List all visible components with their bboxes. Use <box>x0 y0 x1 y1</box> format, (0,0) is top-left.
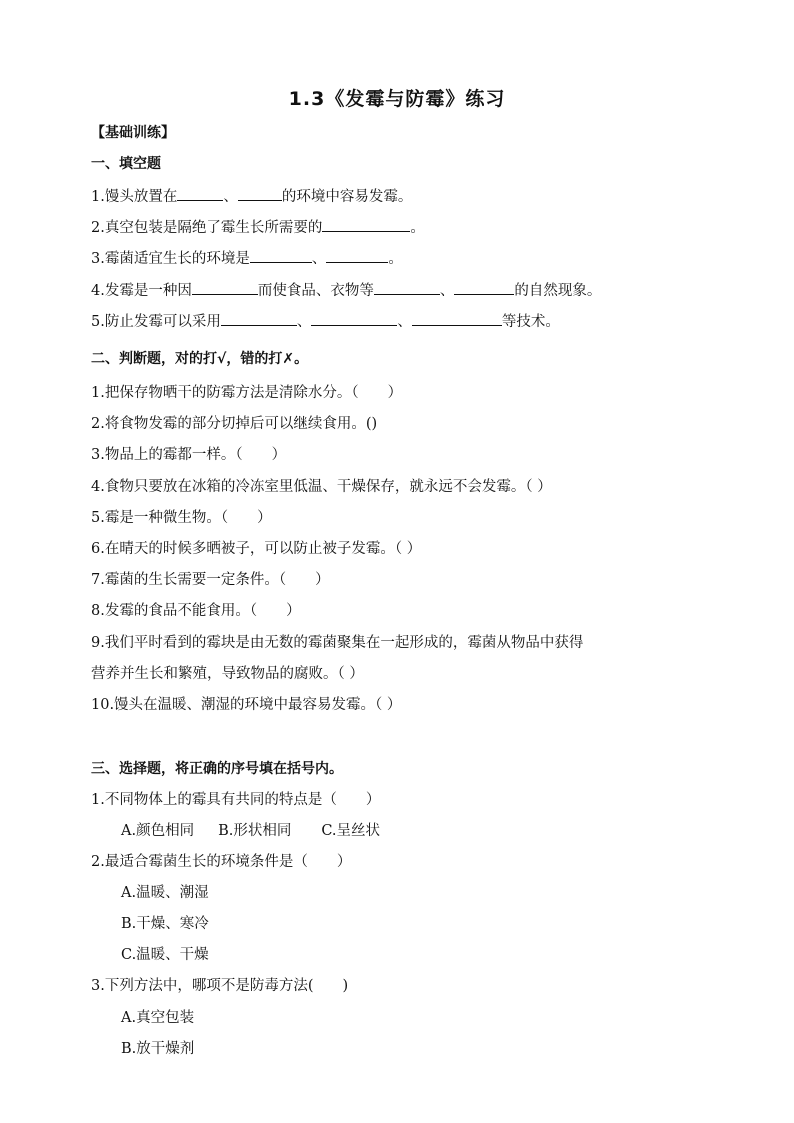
answer-blank[interactable] <box>177 185 223 201</box>
fill-q5-sep1: 、 <box>296 314 312 330</box>
answer-blank[interactable] <box>221 310 297 326</box>
option-b: B.放干燥剂 <box>121 1041 195 1057</box>
option-a: A.颜色相同 <box>121 823 195 839</box>
answer-blank[interactable] <box>374 279 440 295</box>
judge-item: 3.物品上的霉都一样。（ ） <box>91 447 287 463</box>
fill-q1-text: 1.馒头放置在 <box>91 189 178 205</box>
judge-item: 7.霉菌的生长需要一定条件。（ ） <box>91 572 330 588</box>
answer-blank[interactable] <box>412 310 502 326</box>
fill-q1-tail: 的环境中容易发霉。 <box>281 189 413 205</box>
fill-q4-mid: 而使食品、衣物等 <box>257 283 374 299</box>
judge-item: 5.霉是一种微生物。（ ） <box>91 510 272 526</box>
fill-question-1 <box>91 185 412 208</box>
choice-question-1: 1.不同物体上的霉具有共同的特点是（ ） <box>91 792 381 808</box>
judge-heading: 二、判断题，对的打√，错的打✗。 <box>91 351 309 367</box>
choice-heading: 三、选择题，将正确的序号填在括号内。 <box>91 761 343 777</box>
fill-q3-tail: 。 <box>388 251 403 267</box>
option-a: A.真空包装 <box>121 1010 195 1026</box>
answer-blank[interactable] <box>192 279 258 295</box>
fill-q4-tail: 的自然现象。 <box>514 283 602 299</box>
section-basic-heading: 【基础训练】 <box>91 125 175 141</box>
fill-q5-sep2: 、 <box>397 314 412 330</box>
fill-q3-text: 3.霉菌适宜生长的环境是 <box>91 251 250 267</box>
page-title: 1.3《发霉与防霉》练习 <box>288 88 506 110</box>
choice-question-3: 3.下列方法中，哪项不是防毒方法( ) <box>91 978 349 994</box>
choice-question-2: 2.最适合霉菌生长的环境条件是（ ） <box>91 854 352 870</box>
fill-q2-tail: 。 <box>410 220 425 236</box>
answer-blank[interactable] <box>238 185 282 201</box>
fill-heading: 一、填空题 <box>91 156 161 172</box>
judge-item-continued: 营养并生长和繁殖，导致物品的腐败。（ ） <box>91 666 364 682</box>
option-b: B.干燥、寒冷 <box>121 916 209 932</box>
judge-item: 8.发霉的食品不能食用。（ ） <box>91 603 301 619</box>
judge-item: 10.馒头在温暖、潮湿的环境中最容易发霉。（ ） <box>91 697 402 713</box>
judge-item: 2.将食物发霉的部分切掉后可以继续食用。() <box>91 416 378 432</box>
fill-q1-sep: 、 <box>223 189 238 205</box>
judge-item: 6.在晴天的时候多晒被子，可以防止被子发霉。（ ） <box>91 541 422 557</box>
option-c: C.呈丝状 <box>321 823 381 839</box>
fill-question-4 <box>91 279 601 302</box>
answer-blank[interactable] <box>322 216 410 232</box>
fill-question-2 <box>91 216 425 239</box>
fill-q2-text: 2.真空包装是隔绝了霉生长所需要的 <box>91 220 323 236</box>
answer-blank[interactable] <box>311 310 397 326</box>
option-a: A.温暖、潮湿 <box>121 885 209 901</box>
option-b: B.形状相同 <box>218 823 292 839</box>
answer-blank[interactable] <box>454 279 514 295</box>
judge-item: 9.我们平时看到的霉块是由无数的霉菌聚集在一起形成的，霉菌从物品中获得 <box>91 635 584 651</box>
judge-item: 1.把保存物晒干的防霉方法是清除水分。（ ） <box>91 385 403 401</box>
fill-q4-text: 4.发霉是一种因 <box>91 283 192 299</box>
answer-blank[interactable] <box>326 247 388 263</box>
fill-question-5 <box>91 310 560 333</box>
judge-item: 4.食物只要放在冰箱的冷冻室里低温、干燥保存，就永远不会发霉。（ ） <box>91 479 552 495</box>
fill-q4-sep: 、 <box>439 283 455 299</box>
fill-q3-sep: 、 <box>311 251 327 267</box>
fill-q5-text: 5.防止发霉可以采用 <box>91 314 221 330</box>
fill-q5-tail: 等技术。 <box>501 314 560 330</box>
fill-question-3 <box>91 247 403 270</box>
answer-blank[interactable] <box>250 247 312 263</box>
option-c: C.温暖、干燥 <box>121 947 209 963</box>
choice-q1-options <box>121 820 380 842</box>
